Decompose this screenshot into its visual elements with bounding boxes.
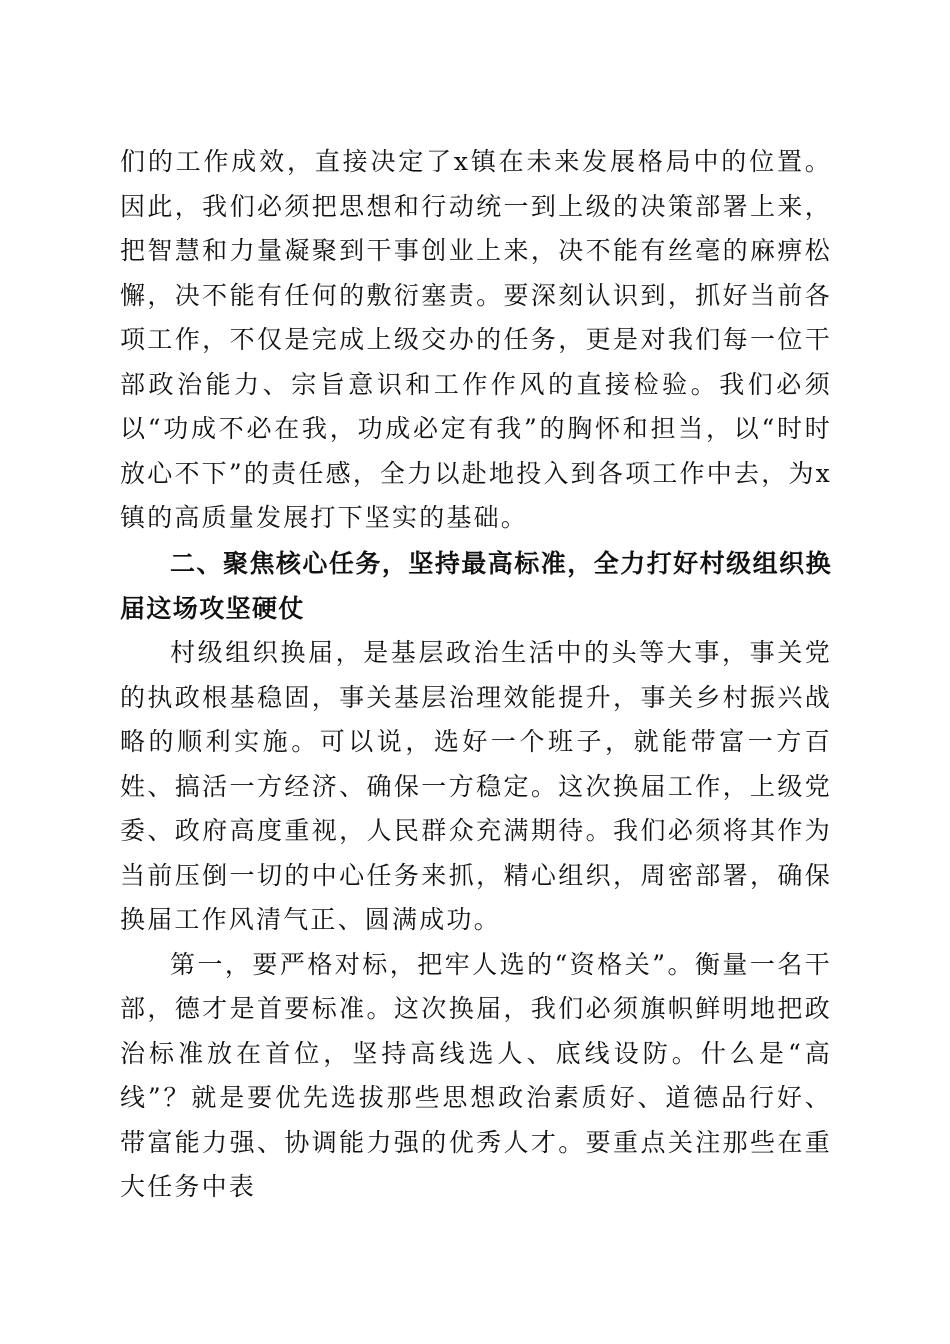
paragraph-first-point: 第一，要严格对标，把牢人选的“资格关”。衡量一名干部，德才是首要标准。这次换届，我们必须旗帜鲜明地把政治标准放在首位，坚持高线选人、底线设防。什么是“高线”？就是要优先选拔那些思想政治素质好、道德品行好、带富能力强、协调能力强的优秀人才。要重点关注那些在重大任务中表 xyxy=(120,949,832,1201)
paragraph-continuation: 们的工作成效，直接决定了x镇在未来发展格局中的位置。因此，我们必须把思想和行动统一到上级的决策部署上来，把智慧和力量凝聚到干事创业上来，决不能有丝毫的麻痹松懈，决不能有任何的敷衍塞责。要深刻认识到，抓好当前各项工作，不仅是完成上级交办的任务，更是对我们每一位干部政治能力、宗旨意识和工作作风的直接检验。我们必须以“功成不必在我，功成必定有我”的胸怀和担当，以“时时放心不下”的责任感，全力以赴地投入到各项工作中去，为x镇的高质量发展打下坚实的基础。 xyxy=(120,147,832,532)
paragraph-election-importance: 村级组织换届，是基层政治生活中的头等大事，事关党的执政根基稳固，事关基层治理效能提升，事关乡村振兴战略的顺利实施。可以说，选好一个班子，就能带富一方百姓、搞活一方经济、确保一方稳定。这次换届工作，上级党委、政府高度重视，人民群众充满期待。我们必须将其作为当前压倒一切的中心任务来抓，精心组织，周密部署，确保换届工作风清气正、圆满成功。 xyxy=(120,638,832,934)
section-heading-block xyxy=(120,542,832,631)
body-text-block xyxy=(120,140,832,541)
section-heading: 二、聚焦核心任务，坚持最高标准，全力打好村级组织换届这场攻坚硬仗 xyxy=(120,549,832,623)
body-text-block-2 xyxy=(120,631,832,1210)
